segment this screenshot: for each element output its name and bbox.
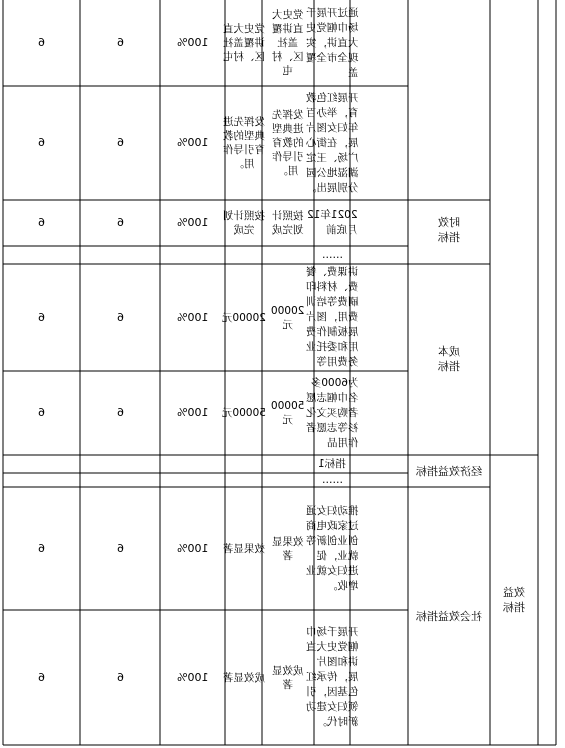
- table-cell-actual: [262, 473, 314, 487]
- cost-indicator-label: [408, 264, 490, 454]
- table-cell-rate: [160, 200, 225, 246]
- table-cell-text: 100%: [176, 670, 209, 684]
- table-cell-content: [305, 0, 359, 86]
- table-cell-rate: [160, 0, 225, 86]
- benefit-indicator-label: [490, 455, 538, 745]
- table-cell-target: [225, 473, 262, 487]
- table-cell-text: 100%: [176, 541, 209, 555]
- table-cell-text: 按照计 划完成: [272, 210, 304, 236]
- table-cell-text: 6: [116, 541, 124, 555]
- table-cell-weight: [3, 455, 80, 473]
- time-indicator-text: 时效 指标: [438, 216, 460, 244]
- table-cell-text: 成效显 著: [272, 664, 304, 691]
- table-cell-text: 20000 元: [271, 304, 305, 331]
- social-benefit-text: 社会效益指标: [416, 609, 482, 623]
- table-cell-text: 效果显 著: [272, 535, 304, 562]
- table-cell-score: [80, 0, 160, 86]
- table-cell-text: 6: [116, 216, 124, 229]
- table-cell-text: 6: [38, 541, 45, 555]
- table-cell-text: 100%: [176, 36, 209, 49]
- table-cell-text: 50000 元: [271, 400, 305, 426]
- table-cell-text: 6: [38, 216, 45, 229]
- table-cell-text: 讲课费、餐 费、材料印 刷费等培训 费用，图片 展板制作费 用和委托业 务费用等: [305, 266, 359, 368]
- table-cell-content: [306, 200, 358, 246]
- cost-indicator-text: 成本 指标: [438, 345, 460, 373]
- table-cell-text: 效果显著: [222, 542, 265, 555]
- table-cell-text: 6: [38, 36, 45, 49]
- table-cell-text: 20000元: [221, 311, 266, 324]
- table-cell-rate: [160, 473, 225, 487]
- table-cell-weight: [3, 246, 80, 264]
- table-cell-weight: [3, 200, 80, 246]
- table-cell-text: 6: [38, 136, 45, 149]
- table-cell-rate: [160, 371, 225, 455]
- table-cell-text: 100%: [176, 216, 209, 229]
- table-cell-text: 6: [38, 310, 45, 324]
- table-cell-score: [80, 246, 160, 264]
- table-cell-target: [225, 455, 262, 473]
- table-cell-score: [80, 487, 160, 610]
- table-cell-text: 100%: [176, 406, 209, 419]
- table-cell-score: [80, 200, 160, 246]
- table-cell-target: [222, 86, 265, 200]
- table-cell-text: 发挥先进 典型的教 育引导作 用。: [222, 116, 265, 170]
- table-cell-text: 党史大 直讲覆 盖社 区、村 屯: [272, 9, 304, 77]
- table-cell-text: 50000元: [221, 407, 266, 419]
- table-cell-text: 按照计划 完成: [222, 210, 265, 236]
- table-cell-weight: [3, 371, 80, 455]
- table-cell-score: [80, 264, 160, 371]
- table-cell-text: 成效显著: [222, 671, 265, 684]
- table-cell-text: 6: [116, 406, 124, 419]
- table-cell-target: [221, 371, 266, 455]
- table-cell-text: 党史大直 讲覆盖社 区、村屯: [222, 23, 265, 63]
- table-cell-text: 通过开展千 场巾帼党史 大直讲，实 现全市全覆 盖: [305, 6, 359, 79]
- table-cell-content: [305, 264, 359, 371]
- table-cell-rate: [160, 86, 225, 200]
- table-cell-content: [314, 455, 350, 473]
- table-cell-text: 100%: [176, 136, 209, 149]
- table-cell-content: [305, 610, 359, 745]
- table-cell-rate: [160, 610, 225, 745]
- table-cell-text: ……: [321, 473, 343, 486]
- table-cell-score: [80, 371, 160, 455]
- table-cell-text: 为6000多 名巾帼志愿 者购买文化 衫等志愿者 作用品: [305, 376, 359, 449]
- table-cell-weight: [3, 264, 80, 371]
- table-cell-rate: [160, 455, 225, 473]
- table-cell-text: 6: [116, 670, 124, 684]
- table-cell-text: 6: [116, 136, 124, 149]
- table-cell-text: 6: [116, 36, 124, 49]
- table-cell-text: 2021年12 月底前: [306, 209, 358, 236]
- economic-benefit-text: 经济效益指标: [416, 464, 482, 478]
- benefit-indicator-text: 效益 指标: [503, 586, 525, 614]
- table-cell-target: [222, 0, 265, 86]
- table-cell-score: [80, 610, 160, 745]
- economic-benefit-label: [408, 455, 490, 487]
- table-cell-score: [80, 473, 160, 487]
- table-cell-content: [314, 473, 350, 487]
- table-cell-text: 推动妇女通 过家政电商 创业创新等 就业，促 进妇女就业 增收。: [305, 504, 359, 592]
- table-cell-text: ……: [321, 248, 343, 261]
- table-cell-target: [225, 246, 262, 264]
- table-cell-target: [222, 487, 265, 610]
- table-cell-content: [305, 371, 359, 455]
- table-cell-target: [222, 610, 265, 745]
- table-cell-text: 开展红色教 育，举办百 年妇女图片 展，在街心 广场、王定 湖湿地公园 分别展出。: [305, 91, 359, 194]
- table-cell-content: [305, 86, 359, 200]
- table-cell-content: [314, 246, 350, 264]
- table-cell-content: [305, 487, 359, 610]
- table-cell-actual: [262, 455, 314, 473]
- table-cell-rate: [160, 246, 225, 264]
- table-cell-actual: [262, 246, 314, 264]
- table-cell-text: 6: [38, 406, 45, 419]
- table-cell-text: 发挥先 进典型 的教育 引导作 用。: [272, 109, 304, 177]
- table-cell-weight: [3, 610, 80, 745]
- table-cell-rate: [160, 264, 225, 371]
- table-cell-weight: [3, 86, 80, 200]
- table-cell-text: 100%: [176, 310, 209, 324]
- table-cell-score: [80, 455, 160, 473]
- table-cell-text: 开展千场巾 帼党史大直 讲和图片 展，传承红 色基因，引 领妇女建功 新时代。: [305, 626, 359, 728]
- table-cell-text: 6: [38, 670, 45, 684]
- table-cell-weight: [3, 0, 80, 86]
- table-cell-text: 指标1: [318, 457, 346, 470]
- table-cell-target: [222, 200, 265, 246]
- time-indicator-label: [408, 200, 490, 260]
- table-cell-target: [221, 264, 266, 371]
- table-cell-weight: [3, 473, 80, 487]
- table-cell-rate: [160, 487, 225, 610]
- table-cell-text: 6: [116, 310, 124, 324]
- table-cell-score: [80, 86, 160, 200]
- social-benefit-label: [408, 487, 490, 745]
- table-cell-weight: [3, 487, 80, 610]
